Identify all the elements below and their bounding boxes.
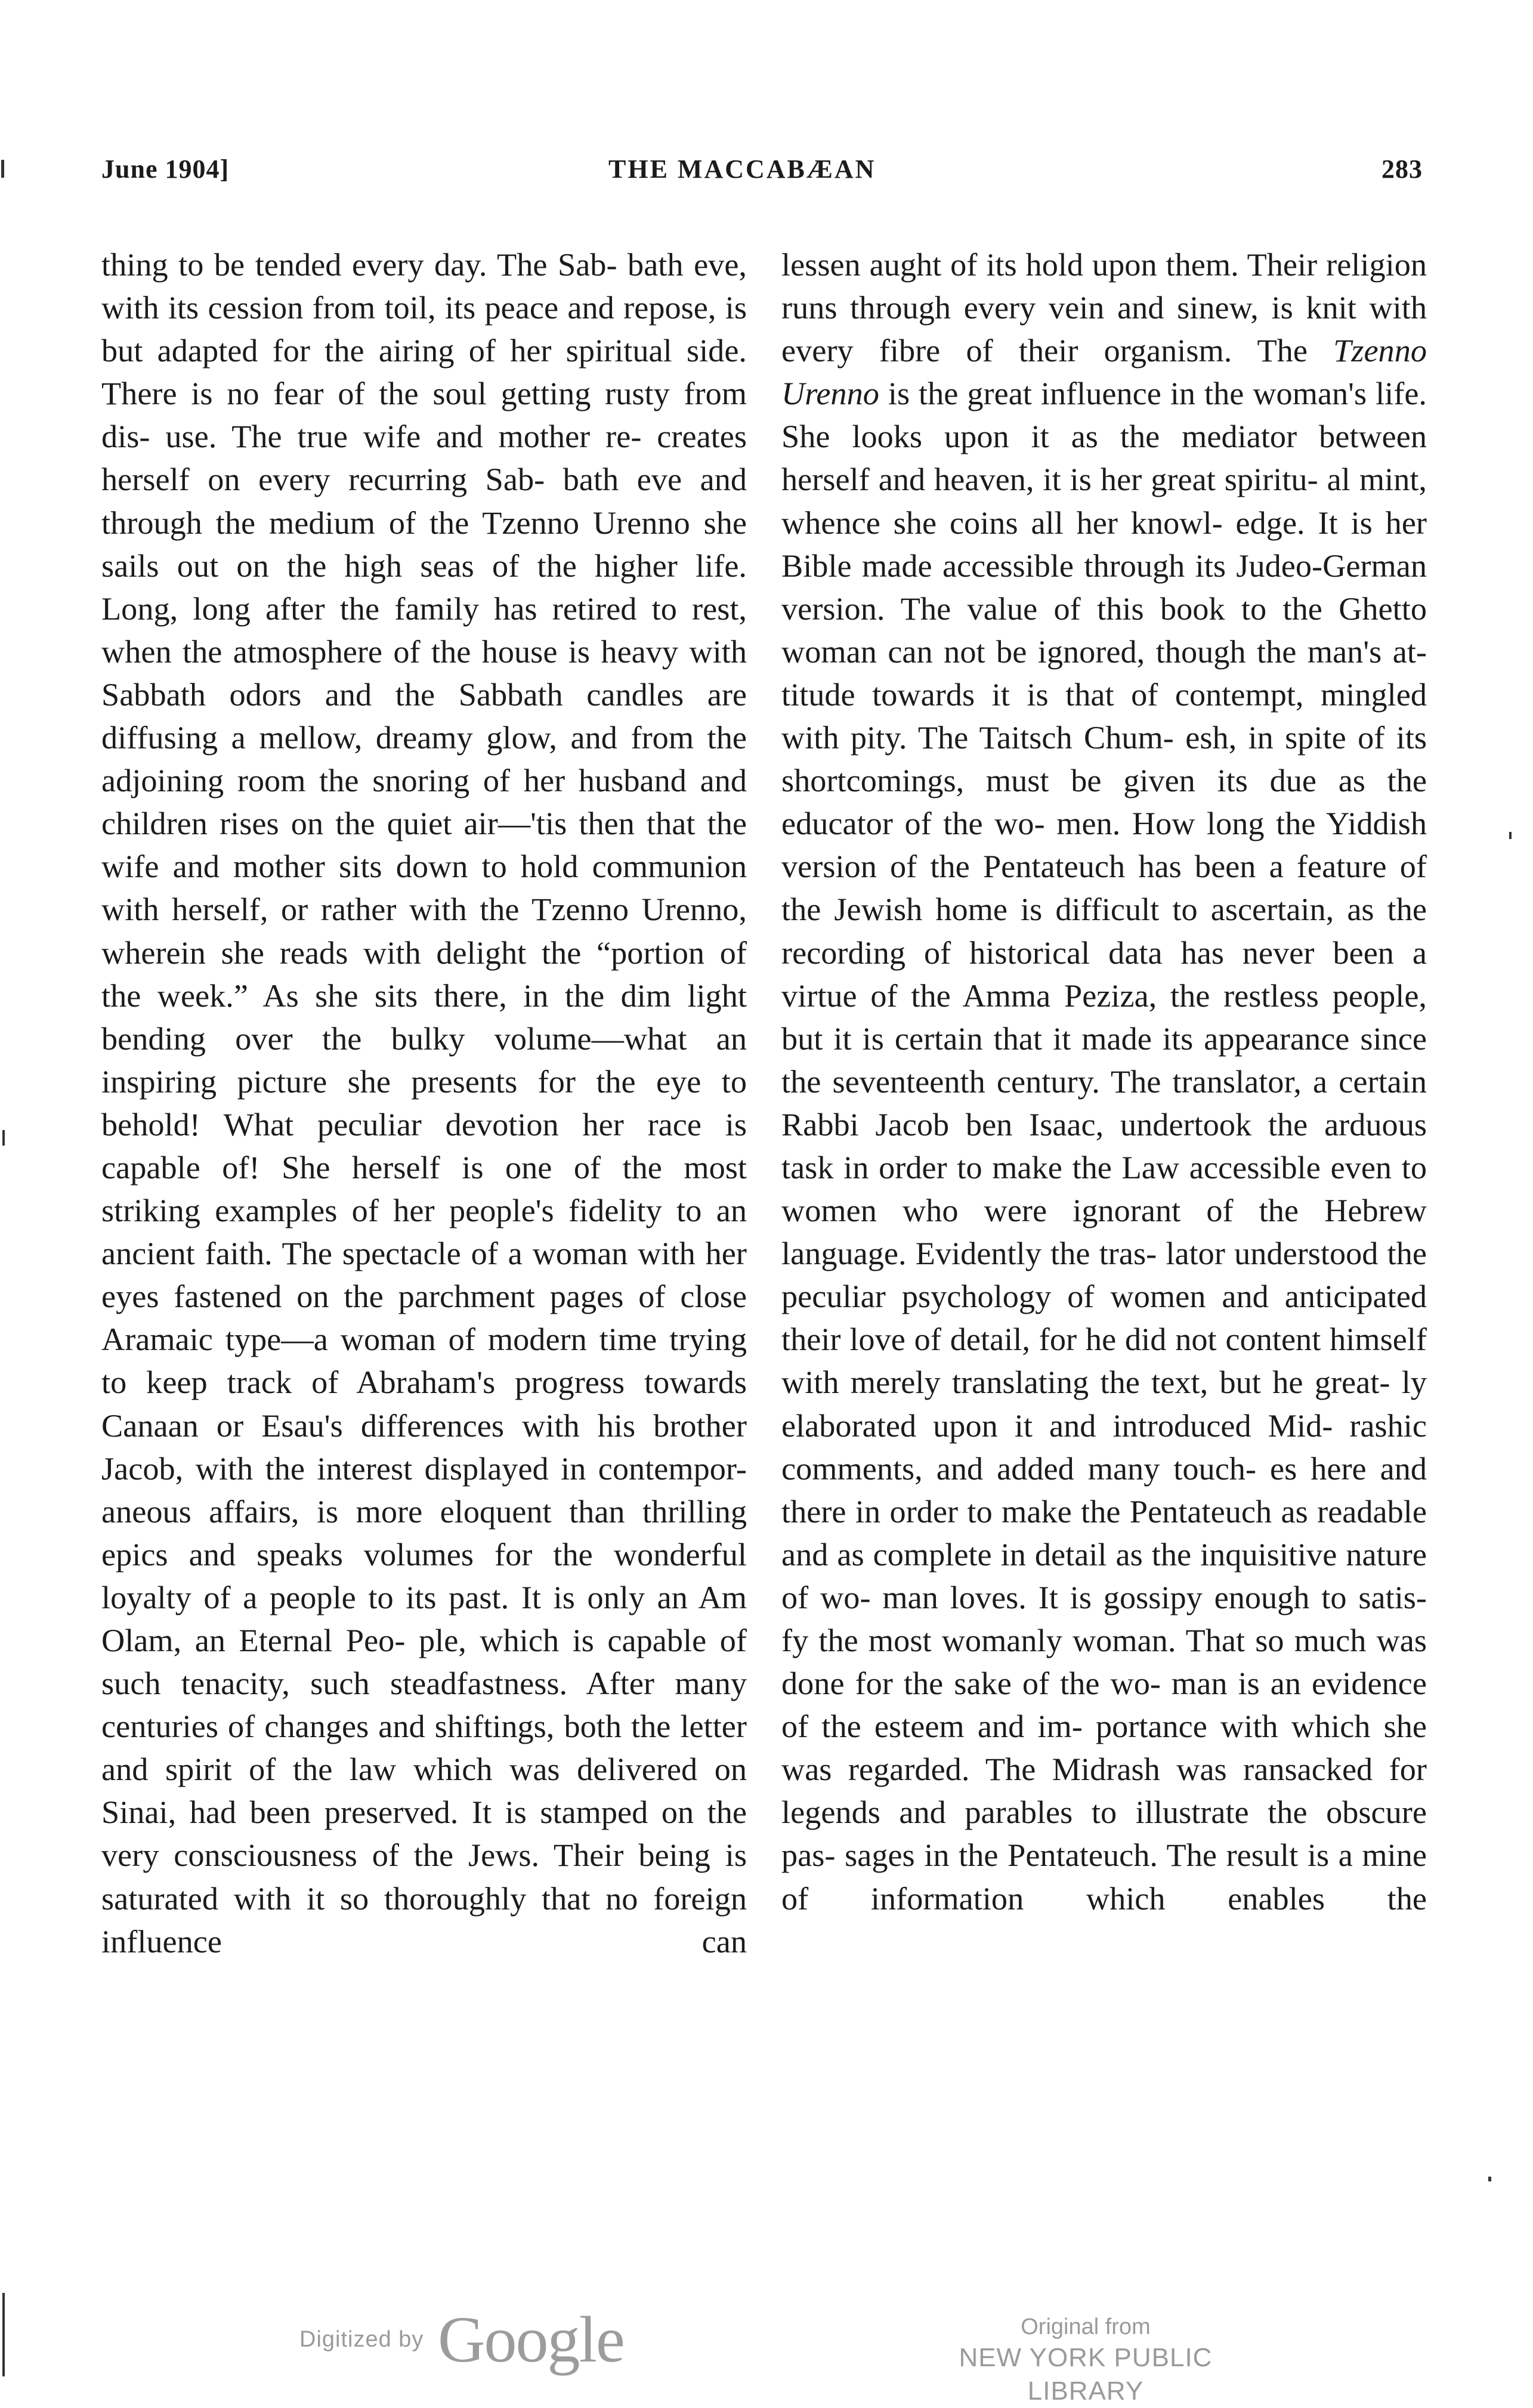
original-from-label: Original from — [1021, 2314, 1151, 2339]
italic-book-title: Tzenno Urenno — [781, 333, 1427, 412]
library-name: NEW YORK PUBLIC LIBRARY — [959, 2343, 1213, 2406]
original-source-stamp — [901, 2313, 1271, 2406]
left-column — [101, 243, 747, 2229]
right-text-before-italic: lessen aught of its hold upon them. Their religion runs through every vein and sinew, is knit with every fibre of their organism. The — [781, 247, 1427, 369]
scan-speck — [2, 1130, 5, 1146]
issue-date: June 1904] — [101, 154, 230, 184]
google-logo: Google — [438, 2303, 624, 2376]
running-header — [101, 154, 1423, 202]
right-text-after-italic: is the great influence in the woman's life. She looks upon it as the mediator between herself and heaven, it is her great spiritu- al mint, whence she coins all her knowl- edge. It is her Bible made accessible through its Judeo-German version. The value of this book to the Ghetto woman can not be ignored, though the man's at- titude towards it is that of contempt, mingled with pity. The Taitsch Chum- esh, in spite of its shortcomings, must be given its due as the educator of the wo- men. How long the Yiddish version of the Pentateuch has been a feature of the Jewish home is difficult to ascertain, as the recording of historical data has never been a virtue of the Amma Peziza, the restless people, but it is certain that it made its appearance since the seventeenth century. The translator, a certain Rabbi Jacob ben Isaac, undertook the arduous task in order to make the Law accessible even to women who were ignorant of the Hebrew language. Evidently the tras- lator understood the peculiar psychology of women and anticipated their love of detail, for he did not content himself with merely translating the text, but he great- ly elaborated upon it and introduced Mid- rashic comments, and added many touch- es here and there in order to make the Pentateuch as readable and as complete in detail as the inquisitive nature of wo- man loves. It is gossipy enough to satis- fy the most womanly woman. That so much was done for the sake of the wo- man is an evidence of the esteem and im- portance with which she was regarded. The Midrash was ransacked for legends and parables to illustrate the obscure pas- sages in the Pentateuch. The result is a mine of information which enables the — [781, 376, 1427, 1917]
scan-speck — [2, 2293, 5, 2376]
scan-speck — [1488, 2177, 1491, 2181]
right-column — [781, 243, 1427, 2229]
digitized-by-label: Digitized by — [299, 2327, 424, 2352]
left-column-text: thing to be tended every day. The Sab- bath eve, with its cession from toil, its peace and repose, is but adapted for the airing of her spiritual side. There is no fear of the soul getting rusty from dis- use. The true wife and mother re- creates herself on every recurring Sab- bath eve and through the medium of the Tzenno Urenno she sails out on the high seas of the higher life. Long, long after the family has retired to rest, when the atmosphere of the house is heavy with Sabbath odors and the Sabbath candles are diffusing a mellow, dreamy glow, and from the adjoining room the snoring of her husband and children rises on the quiet air—'tis then that the wife and mother sits down to hold communion with herself, or rather with the Tzenno Urenno, wherein she reads with delight the “portion of the week.” As she sits there, in the dim light bending over the bulky volume—what an inspiring picture she presents for the eye to behold! What peculiar devotion her race is capable of! She herself is one of the most striking examples of her people's fidelity to an ancient faith. The spectacle of a woman with her eyes fastened on the parchment pages of close Aramaic type—a woman of modern time trying to keep track of Abraham's progress towards Canaan or Esau's differences with his brother Jacob, with the interest displayed in contempor- aneous affairs, is more eloquent than thrilling epics and speaks volumes for the wonderful loyalty of a people to its past. It is only an Am Olam, an Eternal Peo- ple, which is capable of such tenacity, such steadfastness. After many centuries of changes and shiftings, both the letter and spirit of the law which was delivered on Sinai, had been preserved. It is stamped on the very consciousness of the Jews. Their being is saturated with it so thoroughly that no foreign influence can — [101, 247, 747, 1960]
digitized-by-stamp — [299, 2302, 639, 2376]
right-column-text — [781, 243, 1427, 1920]
journal-title: THE MACCABÆAN — [608, 154, 876, 184]
page-number: 283 — [1381, 154, 1423, 184]
scan-speck — [1, 160, 4, 178]
scan-speck — [1509, 832, 1512, 839]
